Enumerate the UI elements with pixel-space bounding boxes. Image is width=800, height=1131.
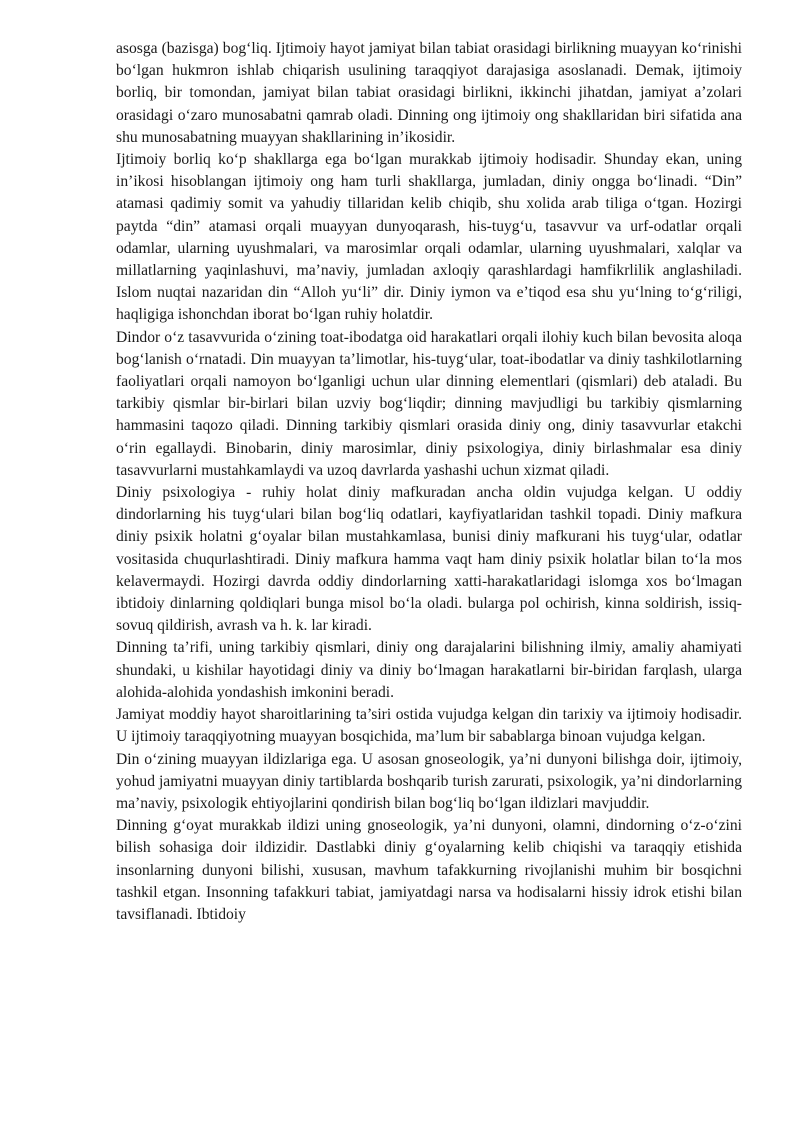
- paragraph-5: Dinning ta’rifi, uning tarkibiy qismlari, diniy ong darajalarini bilishning ilmiy, amaliy ahamiyati shundaki, u kishilar hayotidagi diniy va diniy bo‘lmagan harakatlarni bir-biridan farqlash, ularga alohida-alohida yondashish imkonini beradi.: [116, 639, 742, 701]
- paragraph-2: Ijtimoiy borliq ko‘p shakllarga ega bo‘lgan murakkab ijtimoiy hodisadir. Shunday ekan, uning in’ikosi hisoblangan ijtimoiy ong ham turli shakllarga, jumladan, diniy ongga bo‘linadi. “Din” atamasi qadimiy somit va yahudiy tillaridan kelib chiqib, shu xolida arab tiliga o‘tgan. Hozirgi paytda “din” atamasi orqali muayyan dunyoqarash, his-tuyg‘u, tasavvur va urf-odatlar orqali odamlar, ularning uyushmalari, va marosimlar orqali odamlar, ularning uyushmalari, xalqlar va millatlarning yaqinlashuvi, ma’naviy, jumladan axloqiy qarashlardagi hamfikrlilik anglashiladi. Islom nuqtai nazaridan din “Alloh yu‘li” dir. Diniy iymon va e’tiqod esa shu yu‘lning to‘g‘riligi, haqligiga ishonchdan iborat bo‘lgan ruhiy holatdir.: [116, 151, 742, 324]
- paragraph-7: Din o‘zining muayyan ildizlariga ega. U asosan gnoseologik, ya’ni dunyoni bilishga doir, ijtimoiy, yohud jamiyatni muayyan diniy tartiblarda boshqarib turish zarurati, psixologik, ya’ni dindorlarning ma’naviy, psixologik ehtiyojlarini qondirish bilan bog‘liq bo‘lgan ildizlari mavjuddir.: [116, 750, 742, 812]
- paragraph-3: Dindor o‘z tasavvurida o‘zining toat-ibodatga oid harakatlari orqali ilohiy kuch bilan bevosita aloqa bog‘lanish o‘rnatadi. Din muayyan ta’limotlar, his-tuyg‘ular, toat-ibodatlar va diniy tashkilotlarning faoliyatlari orqali namoyon bo‘lganligi uchun ular dinning elementlari (qismlari) deb ataladi. Bu tarkibiy qismlar bir-birlari bilan uzviy bog‘liqdir; dinning mavjudligi bu tarkibiy qismlarning hammasini taqozo qiladi. Dinning tarkibiy qismlari orasida diniy ong, diniy tasavvurlar etakchi o‘rin egallaydi. Binobarin, diniy marosimlar, diniy psixologiya, diniy birlashmalar esa diniy tasavvurlarni mustahkamlaydi va uzoq davrlarda yashashi uchun xizmat qiladi.: [116, 328, 742, 479]
- document-page: [116, 38, 742, 926]
- paragraph-6: Jamiyat moddiy hayot sharoitlarining ta’siri ostida vujudga kelgan din tarixiy va ijtimoiy hodisadir. U ijtimoiy taraqqiyotning muayyan bosqichida, ma’lum bir sabablarga binoan vujudga kelgan.: [116, 706, 742, 746]
- paragraph-1: asosga (bazisga) bog‘liq. Ijtimoiy hayot jamiyat bilan tabiat orasidagi birlikning muayyan ko‘rinishi bo‘lgan hukmron ishlab chiqarish usulining taraqqiyot darajasiga asoslanadi. Demak, ijtimoiy borliq, bir tomondan, jamiyat bilan tabiat orasidagi birlikni, ikkinchi jihatdan, jamiyat a’zolari orasidagi o‘zaro munosabatni qamrab oladi. Dinning ong ijtimoiy ong shakllaridan biri sifatida ana shu munosabatning muayyan shakllarining in’ikosidir.: [116, 40, 742, 146]
- paragraph-8: Dinning g‘oyat murakkab ildizi uning gnoseologik, ya’ni dunyoni, olamni, dindorning o‘z-o‘zini bilish sohasiga doir ildizidir. Dastlabki diniy g‘oyalarning kelib chiqishi va taraqqiy etishida insonlarning dunyoni bilishi, xususan, mavhum tafakkurning rivojlanishi muhim bir bosqichni tashkil etgan. Insonning tafakkuri tabiat, jamiyatdagi narsa va hodisalarni hissiy idrok etishi bilan tavsiflanadi. Ibtidoiy: [116, 817, 742, 923]
- paragraph-4: Diniy psixologiya - ruhiy holat diniy mafkuradan ancha oldin vujudga kelgan. U oddiy dindorlarning his tuyg‘ulari bilan bog‘liq odatlari, kayfiyatlaridan tashkil topadi. Diniy mafkura diniy psixik holatni g‘oyalar bilan mustahkamlasa, bunisi diniy mafkurani his tuyg‘ular, odatlar vositasida chuqurlashtiradi. Diniy mafkura hamma vaqt ham diniy psixik holatlar bilan to‘la mos kelavermaydi. Hozirgi davrda oddiy dindorlarning xatti-harakatlaridagi islomga xos bo‘lmagan ibtidoiy dinlarning qoldiqlari bunga misol bo‘la oladi. bularga pol ochirish, kinna soldirish, issiq-sovuq qildirish, avrash va h. k. lar kiradi.: [116, 484, 742, 635]
